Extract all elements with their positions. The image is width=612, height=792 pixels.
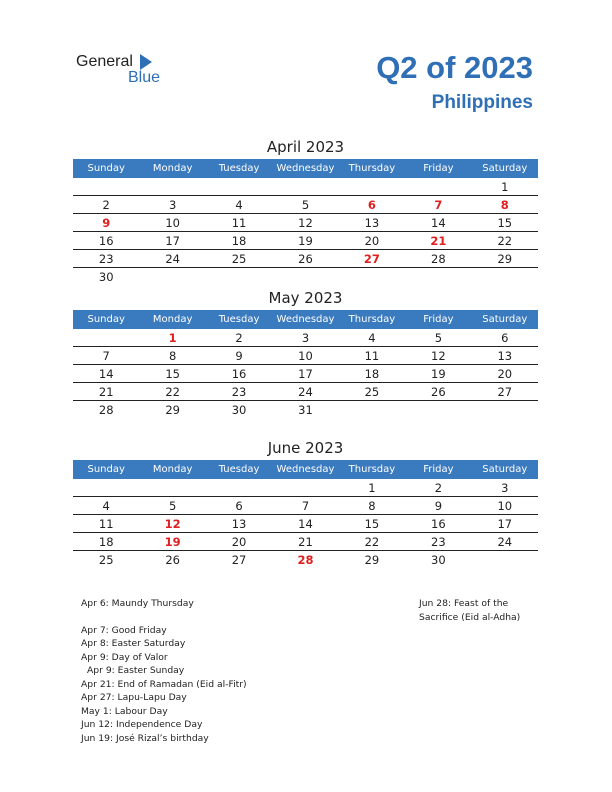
week-row [73, 365, 538, 383]
day-cell: 20 [364, 234, 380, 248]
day-cell: 21 [298, 535, 313, 549]
day-cell: 5 [301, 198, 310, 212]
day-cell [472, 401, 538, 419]
weekday-label: Tuesday [218, 314, 260, 325]
country-title: Philippines [431, 92, 533, 113]
day-cell: 26 [165, 553, 180, 567]
weekday-label: Friday [423, 163, 454, 174]
calendar-body [73, 479, 538, 568]
day-cell: 9 [434, 499, 443, 513]
day-cell [73, 178, 139, 196]
day-cell: 14 [431, 216, 446, 230]
day-cell: 11 [98, 517, 114, 531]
week-row [73, 250, 538, 268]
day-cell: 11 [231, 216, 247, 230]
day-cell: 14 [98, 367, 114, 381]
logo-flag-icon [140, 54, 152, 70]
day-cell: 17 [497, 517, 513, 531]
day-cell [139, 268, 205, 286]
day-cell: 29 [364, 553, 380, 567]
day-cell: 17 [165, 234, 180, 248]
day-cell: 8 [368, 499, 376, 513]
weekday-label: Wednesday [276, 314, 335, 325]
day-cell: 22 [497, 234, 513, 248]
weekday-label: Friday [423, 464, 454, 475]
weekday-label: Tuesday [218, 464, 260, 475]
week-row [73, 178, 538, 196]
day-cell: 26 [298, 252, 313, 266]
day-cell: 29 [497, 252, 513, 266]
month-title: June 2023 [267, 439, 344, 457]
day-cell: 17 [298, 367, 313, 381]
weekday-label: Thursday [348, 163, 396, 174]
logo-blue-text: Blue [128, 69, 161, 86]
day-cell: 16 [431, 517, 446, 531]
holiday-note: May 1: Labour Day [81, 705, 168, 717]
day-cell: 7 [301, 499, 310, 513]
day-cell: 9 [102, 216, 111, 230]
day-cell: 21 [430, 234, 447, 248]
day-cell [405, 178, 471, 196]
day-cell: 23 [431, 535, 446, 549]
weekday-label: Sunday [87, 464, 125, 475]
week-row [73, 268, 538, 285]
weekday-label: Saturday [482, 464, 528, 475]
day-cell: 28 [98, 403, 114, 417]
day-cell: 28 [431, 252, 446, 266]
day-cell: 27 [363, 252, 380, 266]
week-row [73, 479, 538, 497]
day-cell: 30 [431, 553, 446, 567]
holiday-note: Apr 9: Day of Valor [81, 651, 168, 663]
day-cell: 10 [165, 216, 180, 230]
day-cell: 1 [501, 180, 509, 194]
day-cell: 4 [368, 331, 376, 345]
day-cell: 7 [102, 349, 110, 363]
day-cell: 13 [231, 517, 247, 531]
weekday-label: Monday [152, 464, 193, 475]
weekday-label: Wednesday [276, 464, 335, 475]
calendar-body [73, 329, 538, 418]
day-cell: 7 [434, 198, 443, 212]
day-cell: 3 [168, 198, 177, 212]
day-cell: 12 [298, 216, 313, 230]
day-cell: 15 [497, 216, 513, 230]
day-cell: 24 [497, 535, 513, 549]
day-cell: 2 [235, 331, 243, 345]
week-row [73, 232, 538, 250]
day-cell [339, 178, 405, 196]
day-cell: 27 [231, 553, 247, 567]
day-cell: 21 [98, 385, 114, 399]
day-cell: 22 [364, 535, 380, 549]
day-cell: 4 [102, 499, 110, 513]
day-cell [339, 268, 405, 286]
day-cell: 22 [165, 385, 180, 399]
holiday-note: Jun 19: José Rizal’s birthday [81, 732, 209, 744]
weekday-label: Thursday [348, 464, 396, 475]
day-cell: 19 [431, 367, 446, 381]
day-cell: 15 [364, 517, 380, 531]
day-cell: 13 [364, 216, 380, 230]
day-cell: 18 [98, 535, 114, 549]
weekday-label: Tuesday [218, 163, 260, 174]
week-row [73, 533, 538, 551]
day-cell: 6 [367, 198, 376, 212]
week-row [73, 329, 538, 347]
calendar-body [73, 178, 538, 285]
day-cell [73, 479, 139, 497]
holiday-note: Apr 8: Easter Saturday [81, 638, 186, 649]
day-cell: 20 [497, 367, 513, 381]
weekday-label: Wednesday [276, 163, 335, 174]
day-cell: 3 [501, 481, 509, 495]
day-cell: 23 [231, 385, 247, 399]
day-cell: 30 [98, 270, 114, 284]
day-cell: 8 [168, 349, 177, 363]
day-cell: 29 [165, 403, 180, 417]
day-cell: 20 [231, 535, 247, 549]
week-row [73, 214, 538, 232]
holiday-note: Apr 21: End of Ramadan (Eid al-Fitr) [81, 678, 247, 690]
weekday-label: Saturday [482, 314, 528, 325]
week-row [73, 515, 538, 533]
page-title: Q2 of 2023 [376, 50, 533, 85]
day-cell: 12 [431, 349, 446, 363]
day-cell: 31 [298, 403, 313, 417]
holiday-note: Apr 7: Good Friday [81, 624, 167, 636]
day-cell [206, 178, 272, 196]
logo-general-text: General [76, 53, 133, 70]
day-cell: 25 [98, 553, 114, 567]
weekday-label: Thursday [348, 314, 396, 325]
weekday-header [73, 310, 538, 329]
day-cell [272, 479, 338, 497]
day-cell: 9 [235, 349, 243, 363]
day-cell [272, 178, 338, 196]
day-cell [272, 268, 338, 286]
day-cell: 19 [298, 234, 313, 248]
day-cell [472, 551, 538, 569]
day-cell: 5 [168, 499, 177, 513]
day-cell: 24 [298, 385, 313, 399]
day-cell: 30 [231, 403, 247, 417]
day-cell: 15 [165, 367, 180, 381]
holiday-notes-left [81, 597, 361, 745]
holiday-notes-right [419, 597, 549, 624]
logo [76, 53, 176, 89]
month-may [73, 288, 538, 418]
day-cell: 4 [235, 198, 243, 212]
day-cell: 25 [231, 252, 247, 266]
day-cell [139, 479, 205, 497]
week-row [73, 401, 538, 418]
month-title: May 2023 [268, 289, 343, 307]
day-cell: 23 [98, 252, 114, 266]
day-cell: 24 [165, 252, 180, 266]
day-cell: 5 [434, 331, 443, 345]
weekday-label: Monday [152, 163, 193, 174]
holiday-note: Jun 12: Independence Day [81, 719, 203, 730]
day-cell [206, 479, 272, 497]
week-row [73, 347, 538, 365]
day-cell: 1 [368, 481, 376, 495]
day-cell: 26 [431, 385, 446, 399]
week-row [73, 551, 538, 568]
day-cell [73, 329, 139, 347]
day-cell: 16 [98, 234, 114, 248]
weekday-header [73, 159, 538, 178]
day-cell: 6 [235, 499, 243, 513]
day-cell: 12 [164, 517, 181, 531]
weekday-label: Sunday [87, 163, 125, 174]
week-row [73, 497, 538, 515]
day-cell: 2 [434, 481, 443, 495]
weekday-label: Saturday [482, 163, 528, 174]
weekday-label: Friday [423, 314, 454, 325]
day-cell [405, 268, 471, 286]
holiday-note: Apr 27: Lapu-Lapu Day [81, 692, 187, 703]
day-cell: 28 [297, 553, 314, 567]
day-cell: 14 [298, 517, 313, 531]
month-title: April 2023 [266, 138, 345, 156]
day-cell: 2 [102, 198, 110, 212]
day-cell: 13 [497, 349, 513, 363]
day-cell: 10 [298, 349, 313, 363]
holiday-note: Apr 9: Easter Sunday [87, 665, 185, 676]
day-cell: 18 [364, 367, 380, 381]
holiday-note: Apr 6: Maundy Thursday [81, 598, 194, 609]
week-row [73, 383, 538, 401]
day-cell: 27 [497, 385, 513, 399]
day-cell [206, 268, 272, 286]
day-cell: 1 [168, 331, 177, 345]
month-april [73, 137, 538, 285]
day-cell [339, 401, 405, 419]
week-row [73, 196, 538, 214]
day-cell [405, 401, 471, 419]
day-cell: 6 [501, 331, 509, 345]
day-cell [472, 268, 538, 286]
day-cell: 8 [500, 198, 509, 212]
day-cell: 11 [364, 349, 380, 363]
day-cell: 25 [364, 385, 380, 399]
day-cell: 16 [231, 367, 247, 381]
day-cell [139, 178, 205, 196]
month-june [73, 438, 538, 568]
weekday-label: Monday [152, 314, 193, 325]
day-cell: 18 [231, 234, 247, 248]
day-cell: 10 [497, 499, 513, 513]
weekday-label: Sunday [87, 314, 125, 325]
holiday-note: Jun 28: Feast of the Sacrifice (Eid al-Adha) [419, 598, 521, 623]
day-cell: 3 [301, 331, 310, 345]
weekday-header [73, 460, 538, 479]
day-cell: 19 [164, 535, 181, 549]
